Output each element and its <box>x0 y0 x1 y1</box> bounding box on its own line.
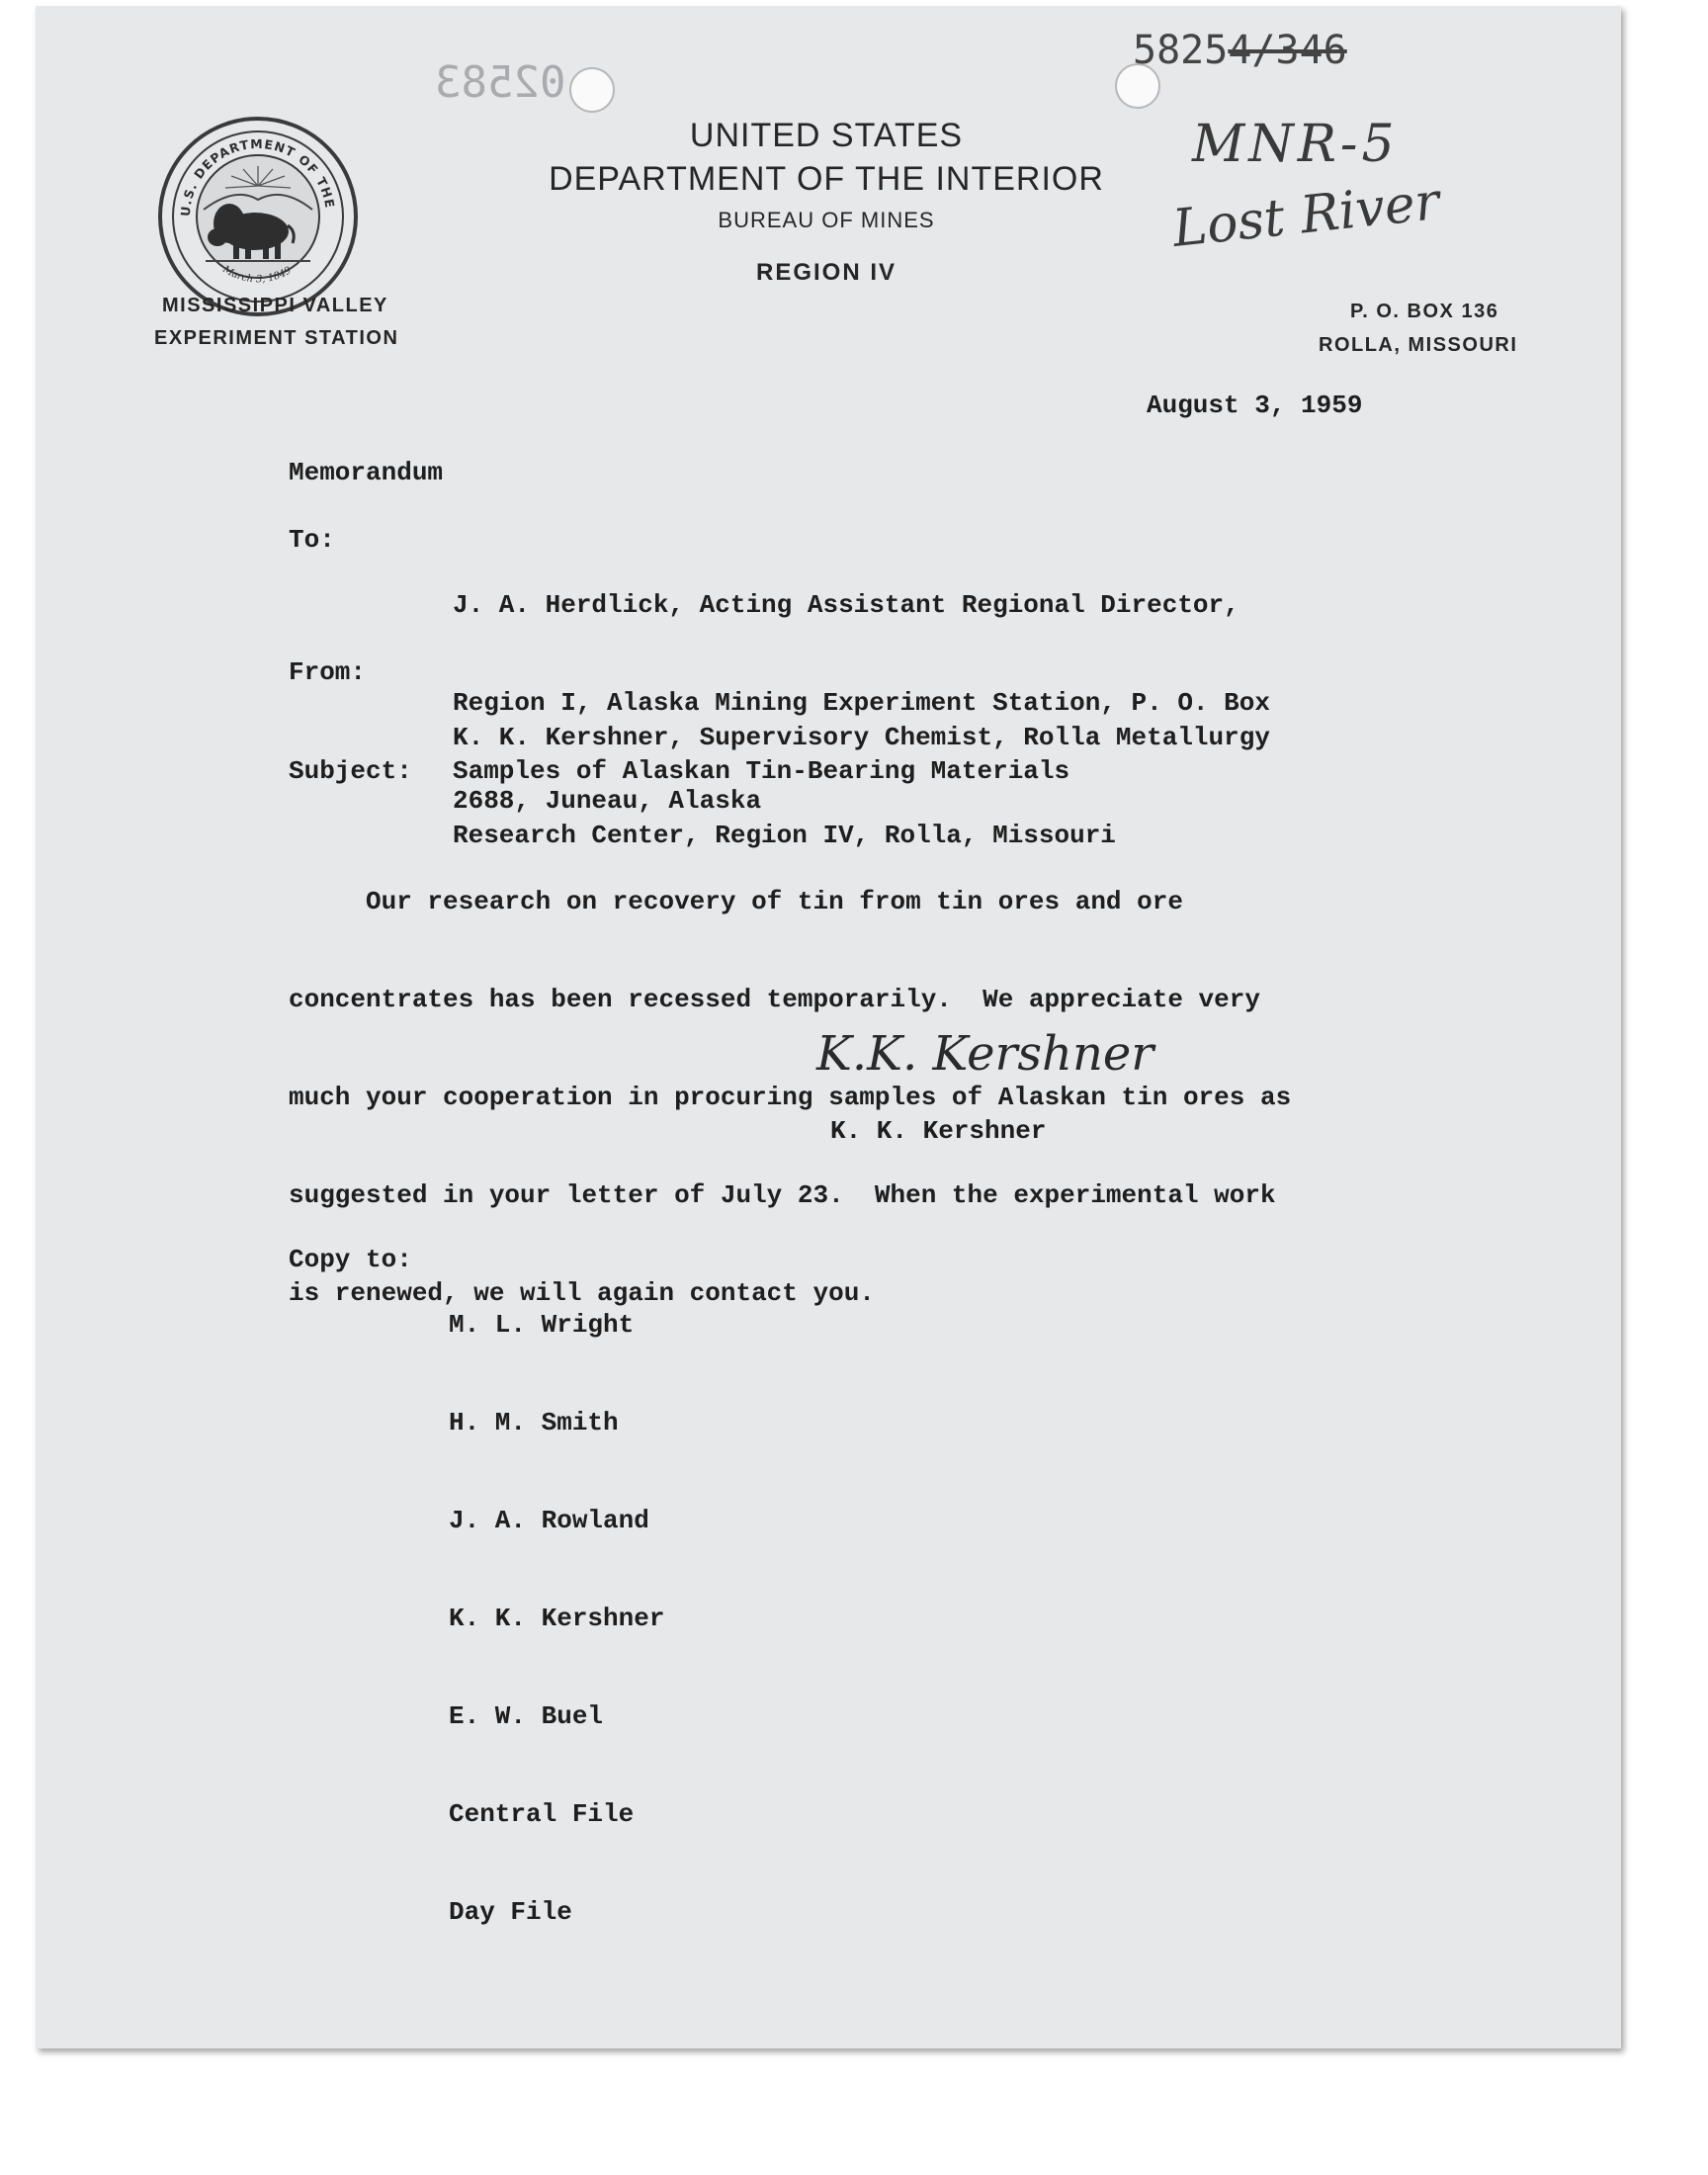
seal-icon <box>156 115 360 318</box>
body-line: is renewed, we will again contact you. <box>289 1278 875 1308</box>
station-name-line1: MISSISSIPPI VALLEY <box>162 295 388 316</box>
copy-recipient: H. M. Smith <box>449 1408 619 1437</box>
to-line: Region I, Alaska Mining Experiment Station, P. O. Box <box>453 688 1270 718</box>
to-label: To: <box>289 525 335 555</box>
file-number <box>1133 28 1347 73</box>
signature: K.K. Kershner <box>816 1026 1154 1082</box>
memo-date: August 3, 1959 <box>1147 391 1363 420</box>
punch-hole-left <box>569 67 615 113</box>
copy-recipient: J. A. Rowland <box>449 1506 649 1535</box>
to-line: J. A. Herdlick, Acting Assistant Regional Director, <box>453 590 1239 620</box>
body-line: suggested in your letter of July 23. When the experimental work <box>289 1180 1276 1210</box>
subject-label: Subject: <box>289 756 412 786</box>
body-line: much your cooperation in procuring samples of Alaskan tin ores as <box>289 1083 1292 1112</box>
department-seal <box>156 115 360 318</box>
handwritten-note-1: MNR-5 <box>1192 115 1399 174</box>
copy-recipient: Day File <box>449 1897 572 1927</box>
copy-recipient: E. W. Buel <box>449 1701 604 1731</box>
station-name-line2: EXPERIMENT STATION <box>154 327 399 349</box>
seal-date: March 3, 1849 <box>220 264 294 286</box>
from-line: Research Center, Region IV, Rolla, Missouri <box>453 821 1116 850</box>
signer-name: K. K. Kershner <box>830 1116 1047 1146</box>
copy-recipient: M. L. Wright <box>449 1310 635 1340</box>
subject-text: Samples of Alaskan Tin-Bearing Materials <box>453 756 1070 786</box>
letterhead-line3: BUREAU OF MINES <box>718 208 935 232</box>
file-number-prefix: 5825 <box>1133 28 1229 73</box>
body-line: Our research on recovery of tin from tin ores and ore <box>289 887 1183 916</box>
seal-text: U.S. DEPARTMENT OF THE <box>177 135 338 218</box>
letterhead-line2: DEPARTMENT OF THE INTERIOR <box>549 160 1104 198</box>
memo-body <box>289 821 1291 1375</box>
handwritten-note-2: Lost River <box>1169 172 1443 259</box>
copy-recipient: K. K. Kershner <box>449 1604 665 1633</box>
copy-list <box>449 1244 664 1994</box>
file-number-struck: 4/346 <box>1228 28 1347 73</box>
body-line: concentrates has been recessed temporarily. We appreciate very <box>289 985 1260 1014</box>
memo-type: Memorandum <box>289 458 444 487</box>
stamp-number: 02583 <box>435 57 566 108</box>
address-line1: P. O. BOX 136 <box>1350 301 1499 322</box>
letterhead-line1: UNITED STATES <box>689 117 964 154</box>
document-page <box>36 6 1621 2048</box>
from-line: K. K. Kershner, Supervisory Chemist, Rolla Metallurgy <box>453 723 1270 752</box>
from-label: From: <box>289 657 367 687</box>
address-line2: ROLLA, MISSOURI <box>1319 334 1518 356</box>
copy-recipient: Central File <box>449 1799 635 1829</box>
to-line: 2688, Juneau, Alaska <box>453 786 762 816</box>
copy-label: Copy to: <box>289 1245 412 1274</box>
letterhead-region: REGION IV <box>755 259 897 286</box>
